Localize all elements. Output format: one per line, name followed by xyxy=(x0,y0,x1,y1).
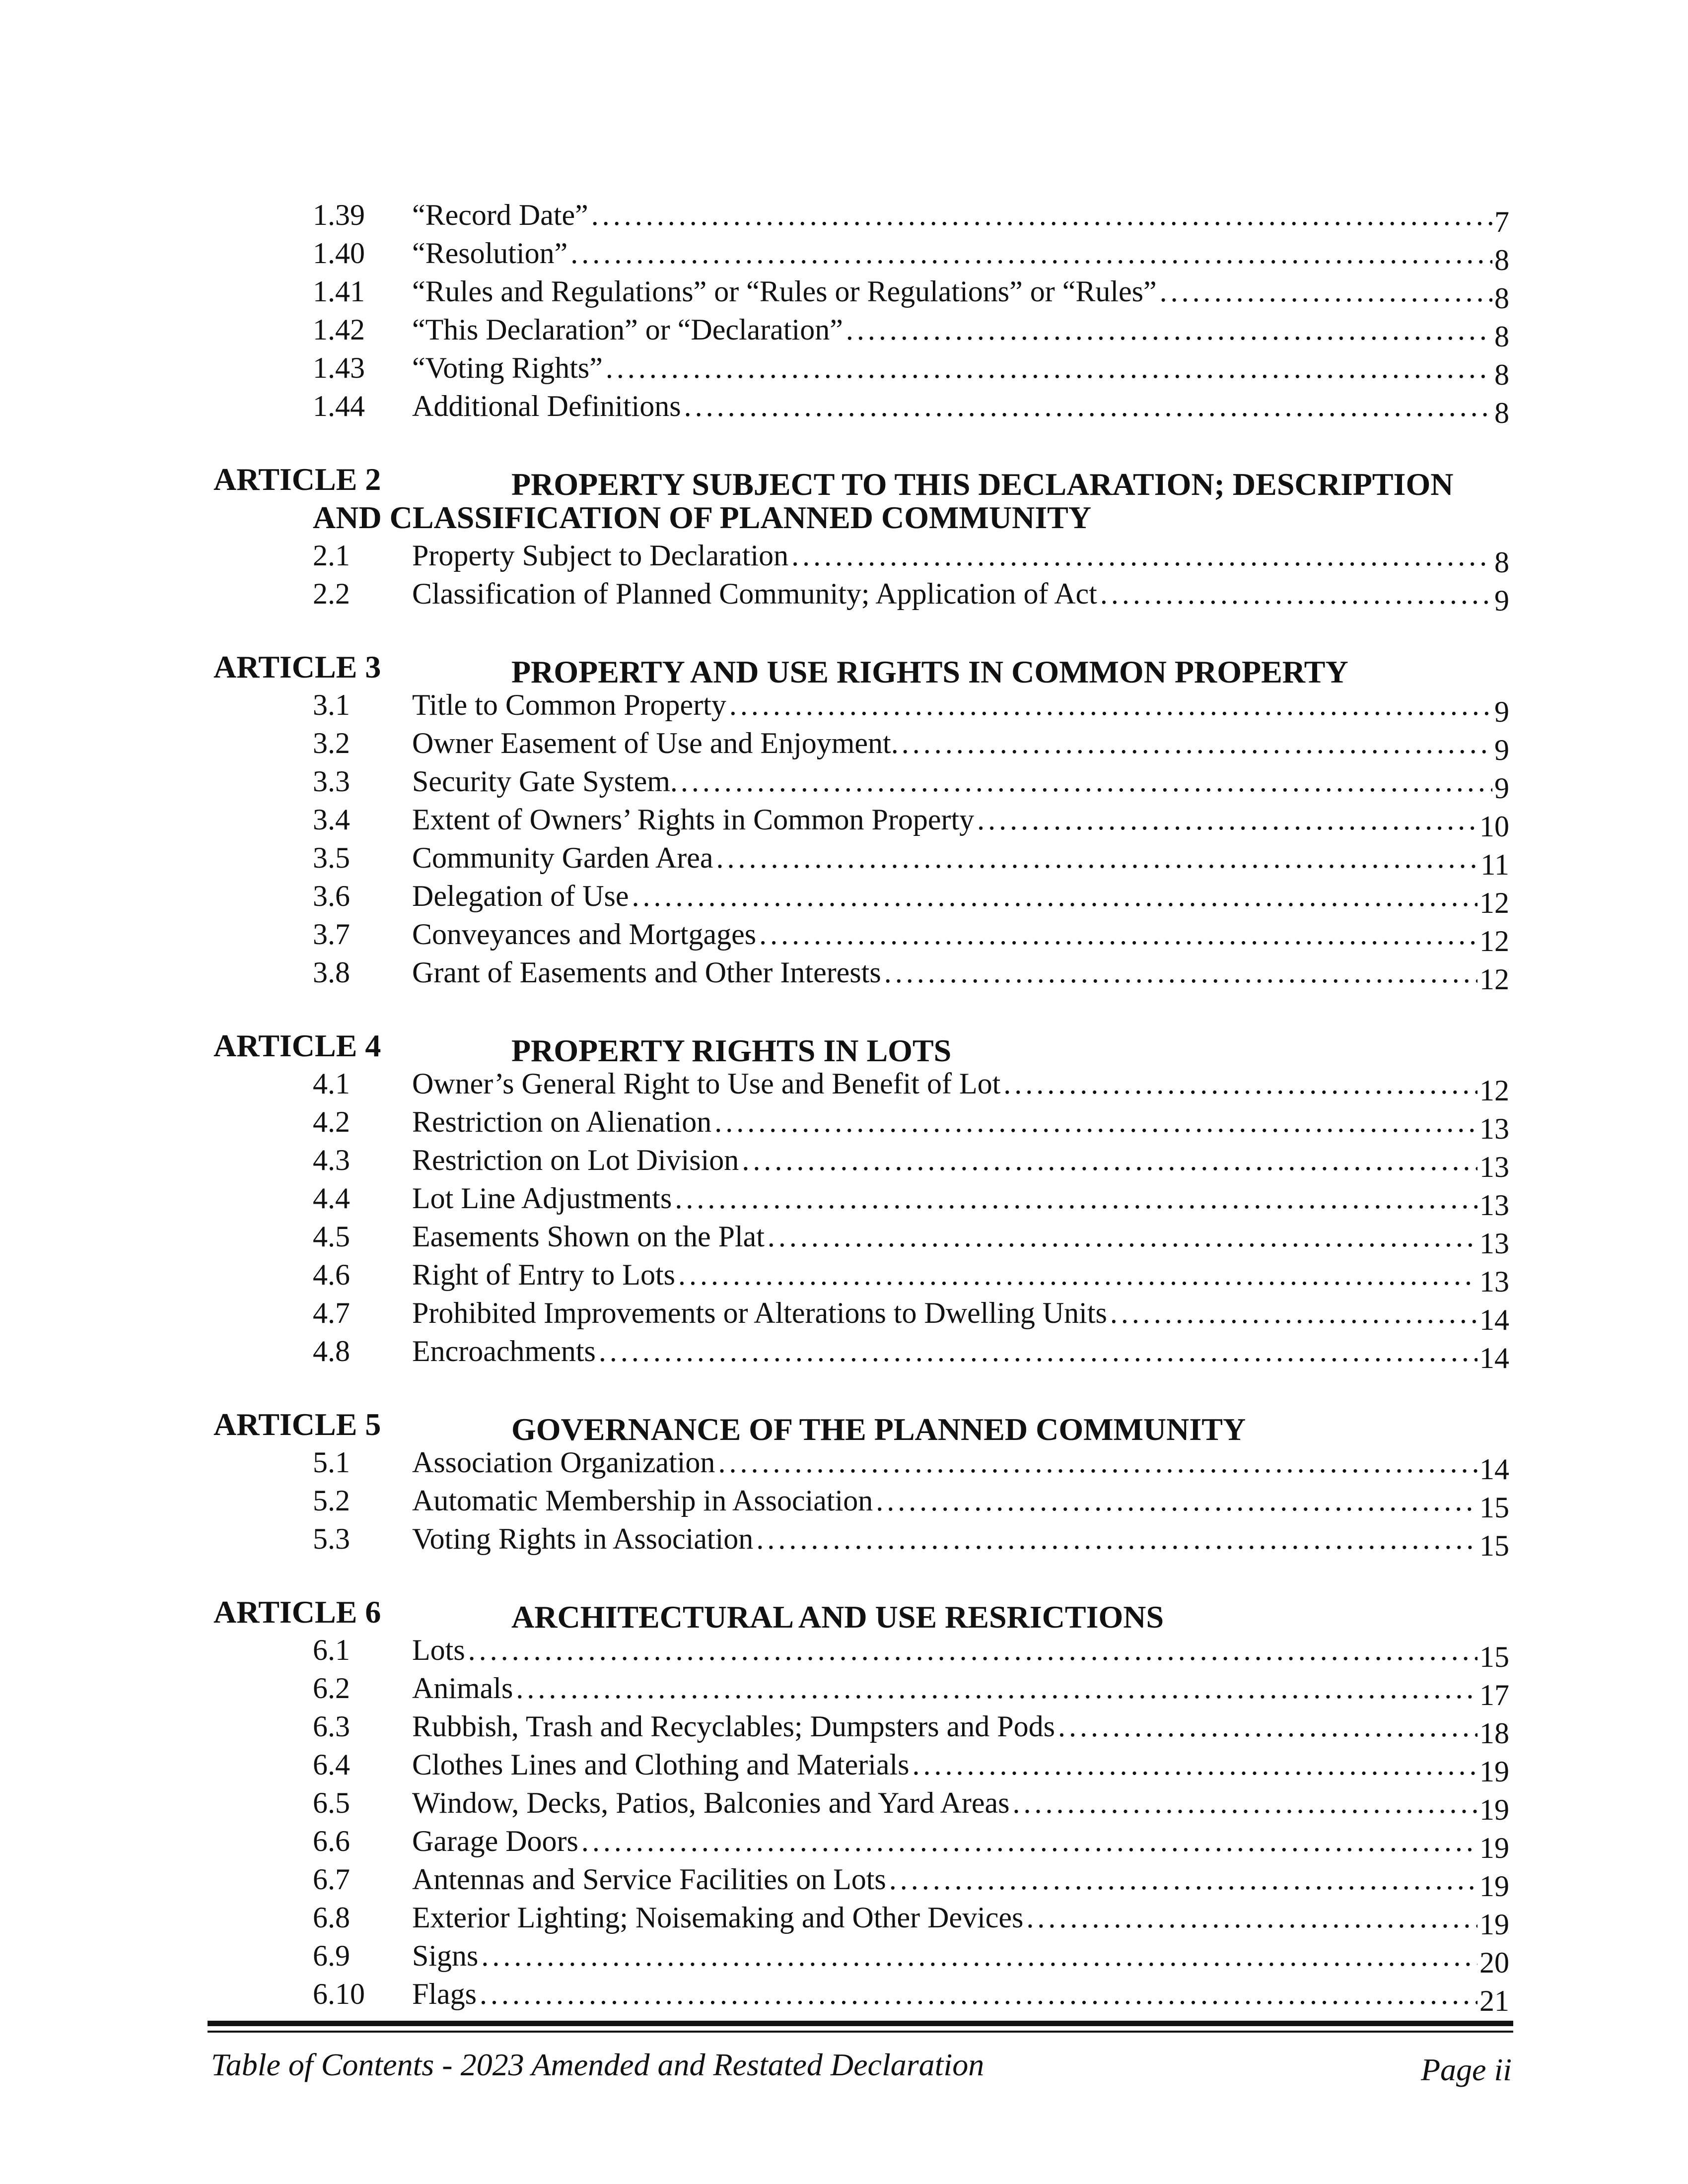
toc-entry xyxy=(213,1256,1509,1298)
toc-dot-leader xyxy=(477,1975,1477,2013)
footer-document-title: Table of Contents - 2023 Amended and Restated Declaration xyxy=(211,2047,985,2082)
toc-entry-number: 1.42 xyxy=(313,313,365,346)
toc-entry-number: 1.40 xyxy=(313,237,365,270)
toc-dot-leader xyxy=(629,877,1477,915)
toc-entry xyxy=(213,1631,1509,1673)
toc-entry-page: 8 xyxy=(1494,358,1509,391)
toc-entry-page: 13 xyxy=(1479,1189,1509,1222)
toc-entry-page: 17 xyxy=(1479,1679,1509,1711)
toc-dot-leader xyxy=(713,839,1479,877)
toc-entry-number: 5.2 xyxy=(313,1484,350,1517)
toc-entry xyxy=(213,387,1509,429)
table-of-contents xyxy=(213,196,1509,2017)
article-label: ARTICLE 5 xyxy=(213,1407,381,1442)
toc-dot-leader xyxy=(478,1937,1477,1975)
toc-entry-number: 4.8 xyxy=(313,1335,350,1367)
toc-entry-title: Lot Line Adjustments xyxy=(412,1182,672,1215)
toc-entry xyxy=(213,1443,1509,1486)
toc-entry-number: 3.1 xyxy=(313,688,350,721)
toc-entry-number: 6.6 xyxy=(313,1825,350,1857)
toc-entry-page: 13 xyxy=(1479,1265,1509,1298)
toc-entry-number: 6.7 xyxy=(313,1863,350,1896)
toc-entry-page: 13 xyxy=(1479,1227,1509,1260)
toc-entry-page: 14 xyxy=(1479,1342,1509,1374)
toc-dot-leader xyxy=(513,1669,1477,1707)
toc-dot-leader xyxy=(672,1179,1477,1218)
toc-entry-page: 15 xyxy=(1479,1529,1509,1562)
toc-entry xyxy=(213,801,1509,843)
article-heading xyxy=(213,1593,1509,1635)
toc-entry xyxy=(213,1822,1509,1864)
toc-entry-title: Extent of Owners’ Rights in Common Property xyxy=(412,803,975,836)
toc-entry-page: 9 xyxy=(1494,734,1509,766)
toc-entry xyxy=(213,1179,1509,1222)
toc-entry-page: 14 xyxy=(1479,1303,1509,1336)
toc-entry xyxy=(213,1332,1509,1374)
toc-entry-page: 11 xyxy=(1480,848,1509,881)
toc-entry-number: 5.3 xyxy=(313,1522,350,1555)
toc-dot-leader xyxy=(1010,1784,1477,1822)
toc-entry-title: Security Gate System. xyxy=(412,765,678,798)
footer-rule-thick xyxy=(208,2021,1513,2026)
toc-entry-page: 8 xyxy=(1494,397,1509,429)
toc-entry-page: 20 xyxy=(1479,1946,1509,1979)
toc-entry-title: Right of Entry to Lots xyxy=(412,1258,675,1291)
article-title: GOVERNANCE OF THE PLANNED COMMUNITY xyxy=(511,1412,1246,1447)
toc-entry-number: 1.43 xyxy=(313,351,365,384)
toc-entry-page: 10 xyxy=(1479,810,1509,843)
toc-entry-number: 4.4 xyxy=(313,1182,350,1215)
toc-entry xyxy=(213,724,1509,766)
toc-entry xyxy=(213,1065,1509,1107)
toc-entry-title: Exterior Lighting; Noisemaking and Other Devices xyxy=(412,1901,1024,1934)
toc-dot-leader xyxy=(1023,1899,1477,1937)
toc-dot-leader xyxy=(788,537,1492,575)
toc-dot-leader xyxy=(910,1746,1477,1784)
toc-entry xyxy=(213,1707,1509,1750)
toc-entry-number: 6.4 xyxy=(313,1748,350,1781)
toc-entry-page: 12 xyxy=(1479,887,1509,919)
toc-entry-page: 7 xyxy=(1494,205,1509,238)
toc-entry-page: 8 xyxy=(1494,282,1509,315)
toc-entry-page: 8 xyxy=(1494,546,1509,579)
footer-rule-thin xyxy=(208,2031,1513,2033)
toc-entry xyxy=(213,311,1509,353)
toc-entry-page: 8 xyxy=(1494,244,1509,276)
toc-entry xyxy=(213,1294,1509,1336)
toc-dot-leader xyxy=(765,1218,1477,1256)
toc-entry-page: 15 xyxy=(1479,1491,1509,1524)
toc-dot-leader xyxy=(756,915,1477,954)
toc-entry-title: Property Subject to Declaration xyxy=(412,539,789,572)
toc-entry-title: Automatic Membership in Association xyxy=(412,1484,873,1517)
toc-dot-leader xyxy=(711,1103,1477,1141)
toc-entry-title: Restriction on Lot Division xyxy=(412,1144,739,1176)
toc-article-section xyxy=(213,1593,1509,2017)
toc-entry xyxy=(213,1141,1509,1183)
toc-entry-number: 3.6 xyxy=(313,880,350,912)
toc-dot-leader xyxy=(739,1141,1477,1179)
toc-dot-leader xyxy=(1055,1707,1477,1746)
toc-entry-number: 3.8 xyxy=(313,956,350,989)
article-heading xyxy=(213,1026,1509,1068)
toc-entry-title: Restriction on Alienation xyxy=(412,1105,712,1138)
toc-entry-number: 6.5 xyxy=(313,1786,350,1819)
toc-entry-page: 12 xyxy=(1479,925,1509,957)
toc-entry-title: Rubbish, Trash and Recyclables; Dumpsters and Pods xyxy=(412,1710,1055,1743)
toc-entry-title: Signs xyxy=(412,1939,479,1972)
toc-entry-number: 6.8 xyxy=(313,1901,350,1934)
toc-entry-title: Prohibited Improvements or Alterations to Dwelling Units xyxy=(412,1297,1107,1329)
toc-entry-number: 4.3 xyxy=(313,1144,350,1176)
toc-entry-page: 12 xyxy=(1479,1074,1509,1107)
article-title: PROPERTY AND USE RIGHTS IN COMMON PROPERTY xyxy=(511,654,1348,689)
toc-entry-number: 4.1 xyxy=(313,1067,350,1100)
toc-dot-leader xyxy=(881,954,1477,992)
toc-entry xyxy=(213,1520,1509,1562)
article-label: ARTICLE 6 xyxy=(213,1594,381,1630)
toc-dot-leader xyxy=(753,1520,1477,1558)
toc-entry-page: 9 xyxy=(1494,584,1509,617)
toc-entry-page: 19 xyxy=(1479,1793,1509,1826)
toc-entry-number: 5.1 xyxy=(313,1446,350,1479)
toc-entry xyxy=(213,349,1509,391)
toc-dot-leader xyxy=(678,762,1492,801)
toc-entry xyxy=(213,273,1509,315)
toc-entry xyxy=(213,1899,1509,1941)
toc-entry-title: “This Declaration” or “Declaration” xyxy=(412,313,843,346)
toc-entry xyxy=(213,234,1509,276)
toc-article-section xyxy=(213,1026,1509,1374)
toc-entry-number: 6.2 xyxy=(313,1672,350,1705)
toc-entry-title: Delegation of Use xyxy=(412,880,629,912)
toc-entry-page: 8 xyxy=(1494,320,1509,353)
article-title: PROPERTY RIGHTS IN LOTS xyxy=(511,1033,952,1068)
toc-article-section xyxy=(213,648,1509,996)
toc-entry xyxy=(213,1784,1509,1826)
article-label: ARTICLE 4 xyxy=(213,1028,381,1063)
toc-entry xyxy=(213,1669,1509,1711)
toc-entry-title: Grant of Easements and Other Interests xyxy=(412,956,881,989)
toc-entry-number: 4.5 xyxy=(313,1220,350,1253)
toc-entry-page: 12 xyxy=(1479,963,1509,996)
toc-entry xyxy=(213,762,1509,805)
toc-entry-number: 3.2 xyxy=(313,727,350,759)
toc-entry-number: 4.6 xyxy=(313,1258,350,1291)
toc-article-section xyxy=(213,460,1509,617)
toc-entry-page: 9 xyxy=(1494,695,1509,728)
footer-page-number: Page ii xyxy=(1420,2052,1512,2087)
toc-entry-page: 19 xyxy=(1479,1870,1509,1903)
toc-entry xyxy=(213,686,1509,728)
toc-dot-leader xyxy=(588,196,1492,234)
toc-entry xyxy=(213,196,1509,238)
toc-dot-leader xyxy=(578,1822,1477,1860)
toc-entry-number: 1.44 xyxy=(313,390,365,422)
toc-entry-number: 4.7 xyxy=(313,1297,350,1329)
article-title: PROPERTY SUBJECT TO THIS DECLARATION; DESCRIPTION xyxy=(511,467,1454,502)
toc-entry-number: 1.41 xyxy=(313,275,365,308)
toc-entry xyxy=(213,915,1509,957)
toc-entry-title: Community Garden Area xyxy=(412,841,713,874)
toc-entry-page: 13 xyxy=(1479,1112,1509,1145)
toc-entry xyxy=(213,1103,1509,1145)
toc-entry xyxy=(213,1218,1509,1260)
toc-dot-leader xyxy=(726,686,1492,724)
toc-entry-title: Classification of Planned Community; Application of Act xyxy=(412,577,1097,610)
toc-dot-leader xyxy=(596,1332,1477,1370)
toc-entry-title: Easements Shown on the Plat xyxy=(412,1220,765,1253)
toc-dot-leader xyxy=(873,1482,1477,1520)
toc-entry xyxy=(213,1860,1509,1903)
toc-entry xyxy=(213,575,1509,617)
toc-entry-number: 6.10 xyxy=(313,1978,365,2010)
toc-entry xyxy=(213,839,1509,881)
article-title: ARCHITECTURAL AND USE RESRICTIONS xyxy=(511,1599,1164,1635)
toc-entry xyxy=(213,1482,1509,1524)
toc-entry-page: 9 xyxy=(1494,772,1509,805)
toc-dot-leader xyxy=(1157,273,1492,311)
toc-entry-title: Lots xyxy=(412,1634,465,1666)
toc-entry-title: “Voting Rights” xyxy=(412,351,603,384)
toc-entry-title: Association Organization xyxy=(412,1446,715,1479)
toc-entry-title: Title to Common Property xyxy=(412,688,726,721)
toc-entry-page: 21 xyxy=(1479,1984,1509,2017)
toc-dot-leader xyxy=(1107,1294,1477,1332)
toc-entry-title: Window, Decks, Patios, Balconies and Yard Areas xyxy=(412,1786,1010,1819)
toc-entry-title: Additional Definitions xyxy=(412,390,681,422)
toc-entry-page: 18 xyxy=(1479,1717,1509,1750)
toc-entry-number: 4.2 xyxy=(313,1105,350,1138)
toc-dot-leader xyxy=(974,801,1477,839)
toc-section-definitions xyxy=(213,196,1509,429)
toc-dot-leader xyxy=(465,1631,1477,1669)
toc-entry-title: Flags xyxy=(412,1978,477,2010)
toc-entry-title: “Resolution” xyxy=(412,237,568,270)
toc-dot-leader xyxy=(603,349,1492,387)
toc-entry-page: 19 xyxy=(1479,1755,1509,1788)
toc-entry-number: 6.1 xyxy=(313,1634,350,1666)
article-label: ARTICLE 3 xyxy=(213,649,381,684)
toc-dot-leader xyxy=(843,311,1492,349)
toc-entry xyxy=(213,537,1509,579)
toc-entry-number: 2.1 xyxy=(313,539,350,572)
toc-entry-page: 19 xyxy=(1479,1832,1509,1864)
toc-article-section xyxy=(213,1405,1509,1562)
toc-entry-number: 2.2 xyxy=(313,577,350,610)
toc-entry xyxy=(213,877,1509,919)
toc-entry-page: 15 xyxy=(1479,1640,1509,1673)
toc-entry-title: Owner’s General Right to Use and Benefit of Lot xyxy=(412,1067,1001,1100)
toc-entry-title: Antennas and Service Facilities on Lots xyxy=(412,1863,886,1896)
toc-entry-number: 3.4 xyxy=(313,803,350,836)
toc-entry-title: Clothes Lines and Clothing and Materials xyxy=(412,1748,910,1781)
toc-entry-title: Owner Easement of Use and Enjoyment. xyxy=(412,727,899,759)
toc-entry-number: 3.7 xyxy=(313,918,350,951)
toc-entry xyxy=(213,954,1509,996)
toc-dot-leader xyxy=(1000,1065,1477,1103)
toc-entry-title: Garage Doors xyxy=(412,1825,578,1857)
page-footer xyxy=(211,2045,1512,2085)
article-title-continued: AND CLASSIFICATION OF PLANNED COMMUNITY xyxy=(313,500,1092,535)
toc-dot-leader xyxy=(886,1860,1477,1899)
toc-entry-number: 1.39 xyxy=(313,199,365,231)
toc-entry-title: “Record Date” xyxy=(412,199,588,231)
toc-entry xyxy=(213,1746,1509,1788)
toc-entry-number: 3.5 xyxy=(313,841,350,874)
toc-dot-leader xyxy=(715,1443,1477,1482)
toc-dot-leader xyxy=(681,387,1492,425)
toc-entry-title: Conveyances and Mortgages xyxy=(412,918,757,951)
toc-entry-number: 3.3 xyxy=(313,765,350,798)
toc-dot-leader xyxy=(567,234,1492,273)
toc-entry-number: 6.9 xyxy=(313,1939,350,1972)
toc-entry xyxy=(213,1937,1509,1979)
toc-entry-page: 14 xyxy=(1479,1453,1509,1486)
toc-entry-title: “Rules and Regulations” or “Rules or Regulations” or “Rules” xyxy=(412,275,1157,308)
toc-dot-leader xyxy=(899,724,1492,762)
toc-entry-title: Animals xyxy=(412,1672,513,1705)
toc-dot-leader xyxy=(1097,575,1492,613)
toc-entry-page: 19 xyxy=(1479,1908,1509,1941)
toc-entry-title: Encroachments xyxy=(412,1335,596,1367)
article-heading xyxy=(213,648,1509,689)
toc-entry xyxy=(213,1975,1509,2017)
toc-dot-leader xyxy=(675,1256,1477,1294)
article-heading xyxy=(213,460,1509,502)
toc-entry-page: 13 xyxy=(1479,1151,1509,1183)
article-label: ARTICLE 2 xyxy=(213,462,381,497)
toc-entry-number: 6.3 xyxy=(313,1710,350,1743)
article-heading xyxy=(213,1405,1509,1447)
toc-entry-title: Voting Rights in Association xyxy=(412,1522,754,1555)
